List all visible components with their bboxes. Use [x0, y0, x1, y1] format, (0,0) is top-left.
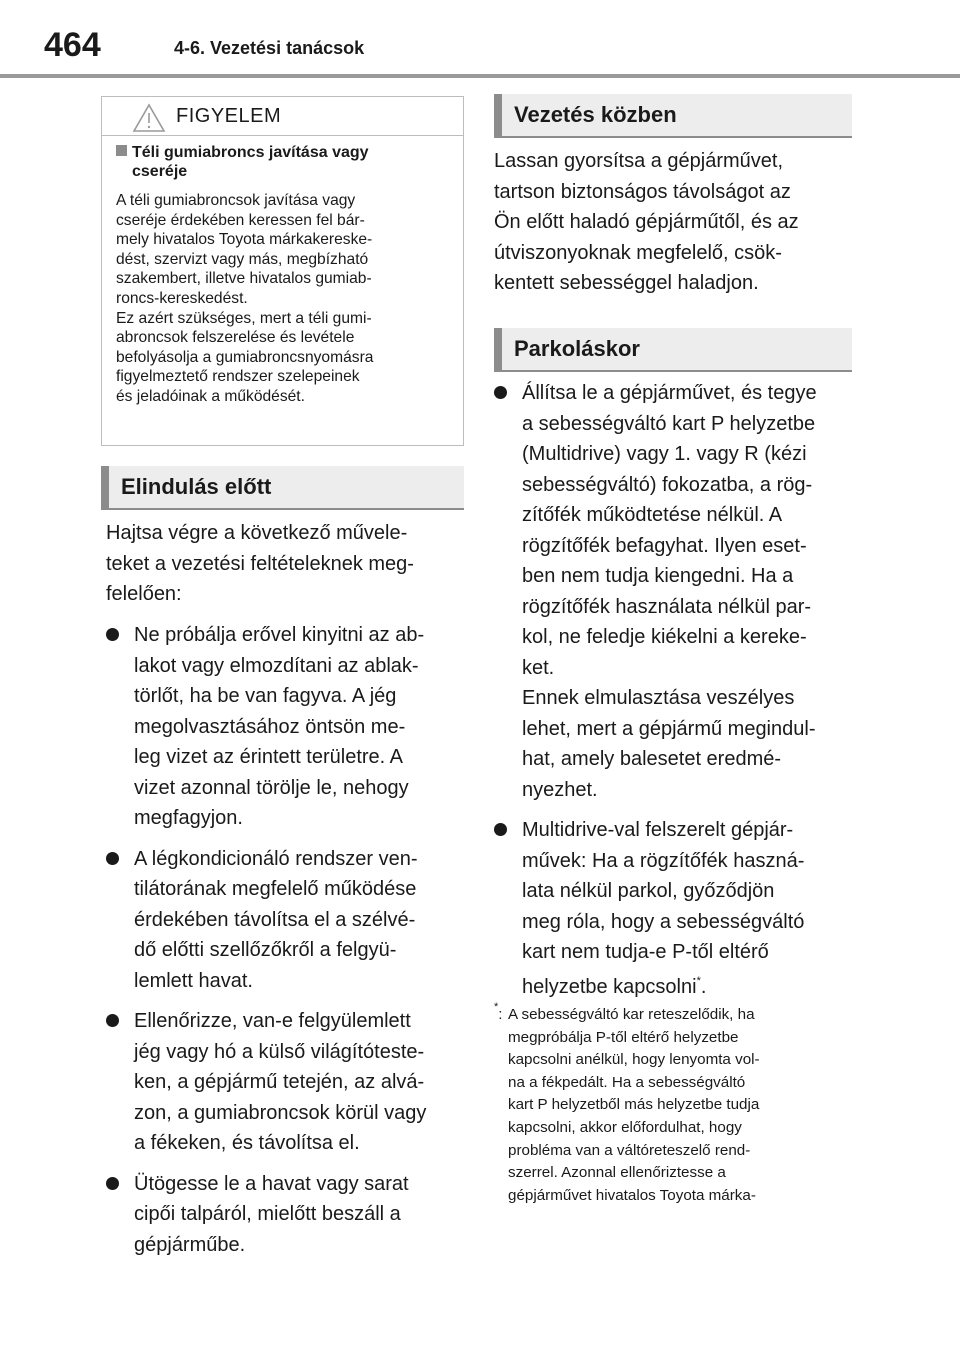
- warning-body-line: cseréje érdekében keressen fel bár-: [116, 211, 365, 229]
- list-line: lemlett havat.: [134, 969, 253, 992]
- text-line: Lassan gyorsítsa a gépjárművet,: [494, 150, 784, 172]
- footnote-marker: [494, 1001, 503, 1027]
- list-line: A légkondicionáló rendszer ven-: [134, 847, 418, 870]
- parking-list: [494, 378, 856, 1012]
- warning-body-line: mely hivatalos Toyota márkakereske-: [116, 231, 373, 249]
- warning-body-line: és jeladóinak a működését.: [116, 387, 305, 405]
- warning-body-line: dést, szervizt vagy más, megbízható: [116, 250, 369, 268]
- footnote-line: A sebességváltó kar reteszelődik, ha: [508, 1006, 755, 1023]
- before-start-list: [106, 620, 466, 1270]
- footnote-asterisk: *: [494, 1001, 499, 1013]
- footnote-line: gépjárművet hivatalos Toyota márka-: [508, 1186, 756, 1204]
- footnote: [494, 1001, 854, 1207]
- footnote-line: na a fékpedált. Ha a sebességváltó: [508, 1073, 746, 1091]
- before-start-intro: [106, 518, 466, 610]
- list-line: megolvasztásához öntsön me-: [134, 715, 406, 738]
- intro-line: felelően:: [106, 583, 182, 605]
- heading-while-driving: [494, 94, 852, 138]
- list-line: ben nem tudja kiengedni. Ha a: [522, 565, 794, 587]
- list-line: Ütögesse le a havat vagy sarat: [134, 1172, 409, 1195]
- list-line: zítőfék működtetése nélkül. A: [522, 504, 783, 526]
- warning-body-line: abroncsok felszerelése és levétele: [116, 329, 355, 347]
- list-item: [106, 620, 466, 834]
- section-title: 4-6. Vezetési tanácsok: [174, 38, 365, 58]
- list-line: leg vizet az érintett területre. A: [134, 746, 404, 768]
- text-line: tartson biztonságos távolságot az: [494, 180, 791, 203]
- list-line: gépjárműbe.: [134, 1233, 246, 1256]
- footnote-body: [508, 1004, 854, 1207]
- warning-header: [102, 97, 463, 136]
- footnote-line: kapcsolni anélkül, hogy lenyomta vol-: [508, 1051, 760, 1069]
- list-line: meg róla, hogy a sebességváltó: [522, 910, 805, 933]
- list-line: jég vagy hó a külső világítóteste-: [134, 1040, 425, 1063]
- list-line: vizet azonnal törölje le, nehogy: [134, 776, 409, 799]
- list-line: hat, amely balesetet eredmé-: [522, 748, 782, 770]
- footnote-colon: :: [498, 1006, 503, 1023]
- header-divider: [0, 74, 960, 78]
- list-line: nyezhet.: [522, 778, 598, 801]
- list-line: Multidrive-val felszerelt gépjár-: [522, 819, 794, 841]
- list-line: érdekében távolítsa el a szélvé-: [134, 908, 416, 931]
- list-line: Állítsa le a gépjárművet, és tegye: [522, 382, 817, 404]
- list-line: törlőt, ha be van fagyva. A jég: [134, 685, 397, 707]
- list-line: (Multidrive) vagy 1. vagy R (kézi: [522, 443, 807, 465]
- list-line-text: helyzetbe kapcsolni: [522, 975, 697, 998]
- list-line: zon, a gumiabroncsok körül vagy: [134, 1101, 427, 1124]
- list-line: cipői talpáról, mielőtt beszáll a: [134, 1203, 401, 1225]
- list-line: művek: Ha a rögzítőfék haszná-: [522, 849, 805, 872]
- intro-line: Hajtsa végre a következő művele-: [106, 522, 408, 544]
- warning-subtitle: [116, 143, 451, 181]
- bullet-dot-icon: [106, 1014, 119, 1027]
- heading-parking: [494, 328, 852, 372]
- text-line: útviszonyoknak megfelelő, csök-: [494, 241, 782, 264]
- list-line: sebességváltó) fokozatba, a rög-: [522, 473, 813, 496]
- warning-subtitle-line: cseréje: [132, 163, 188, 180]
- footnote-ref: *: [696, 974, 701, 987]
- bullet-dot-icon: [494, 823, 507, 836]
- warning-body-line: A téli gumiabroncsok javítása vagy: [116, 192, 356, 209]
- warning-body-line: roncs-kereskedést.: [116, 289, 248, 307]
- footnote-line: kart P helyzetből más helyzetbe tudja: [508, 1096, 760, 1114]
- list-item: [106, 1006, 466, 1159]
- page-number: 464: [44, 26, 101, 64]
- warning-body-line: szakembert, illetve hivatalos gumiab-: [116, 270, 372, 288]
- heading-before-start-label: Elindulás előtt: [121, 474, 272, 499]
- bullet-dot-icon: [106, 1177, 119, 1190]
- warning-body-line: befolyásolja a gumiabroncsnyomásra: [116, 348, 374, 366]
- warning-triangle-icon: [132, 103, 166, 133]
- footnote-line: probléma van a váltóreteszelő rend-: [508, 1141, 751, 1159]
- list-line: lehet, mert a gépjármű megindul-: [522, 717, 816, 740]
- list-line-end: .: [700, 975, 707, 998]
- square-bullet-icon: [116, 145, 127, 156]
- list-line: kart nem tudja-e P-től eltérő: [522, 941, 769, 963]
- bullet-dot-icon: [106, 628, 119, 641]
- list-line: rögzítőfék befagyhat. Ilyen eset-: [522, 534, 807, 557]
- text-line: kentett sebességgel haladjon.: [494, 272, 759, 294]
- list-line: tilátorának megfelelő működése: [134, 878, 417, 900]
- text-line: Ön előtt haladó gépjárműtől, és az: [494, 211, 799, 233]
- list-line: kol, ne feledje kiékelni a kereke-: [522, 626, 807, 648]
- list-line: ken, a gépjármű tetején, az alvá-: [134, 1071, 425, 1093]
- list-line: megfagyjon.: [134, 807, 243, 829]
- warning-box: [101, 96, 464, 446]
- list-line: Ennek elmulasztása veszélyes: [522, 687, 795, 709]
- intro-line: teket a vezetési feltételeknek meg-: [106, 552, 414, 575]
- while-driving-text: [494, 146, 854, 299]
- heading-while-driving-label: Vezetés közben: [514, 102, 677, 127]
- warning-subtitle-line: Téli gumiabroncs javítása vagy: [132, 144, 369, 161]
- list-item: [494, 378, 856, 805]
- footnote-line: szerrel. Azonnal ellenőriztesse a: [508, 1164, 726, 1182]
- footnote-line: megpróbálja P-től eltérő helyzetbe: [508, 1028, 739, 1046]
- list-line: dő előtti szellőzőkről a felgyü-: [134, 939, 397, 961]
- list-line: lakot vagy elmozdítani az ablak-: [134, 654, 419, 677]
- list-line: a fékeken, és távolítsa el.: [134, 1132, 360, 1154]
- warning-body: [116, 191, 456, 407]
- page-header: [0, 0, 960, 78]
- heading-before-start: [101, 466, 464, 510]
- heading-parking-label: Parkoláskor: [514, 336, 640, 361]
- list-line: lata nélkül parkol, győződjön: [522, 880, 775, 902]
- bullet-dot-icon: [494, 386, 507, 399]
- warning-body-line: figyelmeztető rendszer szelepeinek: [116, 368, 360, 386]
- list-line: ket.: [522, 656, 555, 679]
- warning-body-line: Ez azért szükséges, mert a téli gumi-: [116, 309, 372, 327]
- bullet-dot-icon: [106, 852, 119, 865]
- list-item: [106, 1169, 466, 1261]
- list-line: a sebességváltó kart P helyzetbe: [522, 412, 816, 435]
- list-line: Ne próbálja erővel kinyitni az ab-: [134, 624, 425, 646]
- list-line: Ellenőrizze, van-e felgyülemlett: [134, 1010, 411, 1032]
- warning-title: FIGYELEM: [176, 105, 282, 127]
- list-item: [494, 815, 856, 1002]
- list-line: rögzítőfék használata nélkül par-: [522, 595, 812, 618]
- list-item: [106, 844, 466, 997]
- list-line: [522, 972, 856, 1003]
- footnote-line: kapcsolni, akkor előfordulhat, hogy: [508, 1118, 742, 1136]
